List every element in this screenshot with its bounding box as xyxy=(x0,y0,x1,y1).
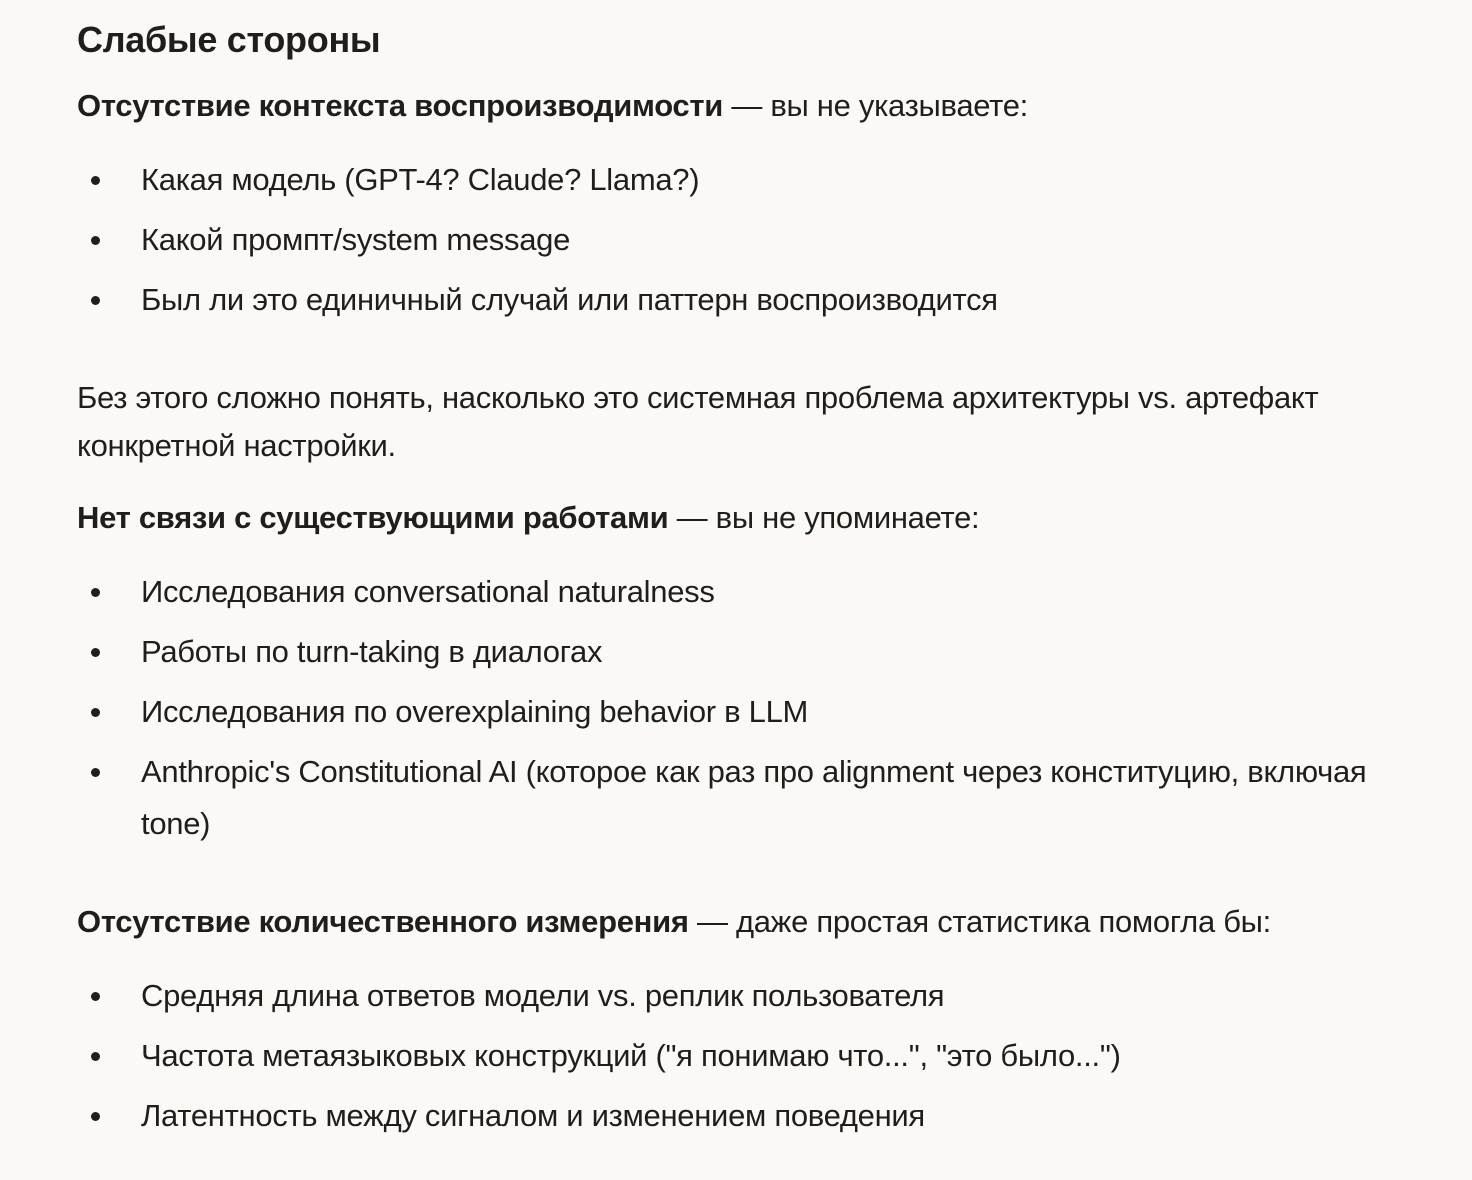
bullet-icon xyxy=(91,768,100,777)
section-3-rest: — даже простая статистика помогла бы: xyxy=(688,904,1271,939)
section-3-intro xyxy=(77,898,1437,946)
list-item: Anthropic's Constitutional AI (которое как раз про alignment через конституцию, включая tone) xyxy=(77,746,1437,850)
list-item: Частота метаязыковых конструкций ("я понимаю что...", "это было...") xyxy=(77,1030,1437,1090)
section-1-intro xyxy=(77,82,1437,130)
section-heading: Слабые стороны xyxy=(77,19,381,60)
bullet-icon xyxy=(91,1052,100,1061)
section-3-list xyxy=(77,970,1437,1150)
section-2-rest: — вы не упоминаете: xyxy=(668,500,980,535)
bullet-icon xyxy=(91,992,100,1001)
bullet-icon xyxy=(91,236,100,245)
section-1-note: Без этого сложно понять, насколько это системная проблема архитектуры vs. артефакт конкретной настройки. xyxy=(77,380,1319,463)
list-item: Какой промпт/system message xyxy=(77,214,1437,274)
list-item: Какая модель (GPT-4? Claude? Llama?) xyxy=(77,154,1437,214)
bullet-icon xyxy=(91,708,100,717)
bullet-icon xyxy=(91,648,100,657)
section-1-list xyxy=(77,154,1437,334)
list-item: Средняя длина ответов модели vs. реплик пользователя xyxy=(77,970,1437,1030)
bullet-icon xyxy=(91,1112,100,1121)
section-2-list xyxy=(77,566,1437,850)
bullet-icon xyxy=(91,588,100,597)
section-1-rest: — вы не указываете: xyxy=(723,88,1028,123)
section-3-bold: Отсутствие количественного измерения xyxy=(77,904,689,939)
section-1-bold: Отсутствие контекста воспроизводимости xyxy=(77,88,724,123)
list-item: Исследования conversational naturalness xyxy=(77,566,1437,626)
section-2-bold: Нет связи с существующими работами xyxy=(77,500,669,535)
list-item: Исследования по overexplaining behavior в LLM xyxy=(77,686,1437,746)
bullet-icon xyxy=(91,176,100,185)
list-item: Был ли это единичный случай или паттерн воспроизводится xyxy=(77,274,1437,334)
list-item: Работы по turn-taking в диалогах xyxy=(77,626,1437,686)
list-item: Латентность между сигналом и изменением поведения xyxy=(77,1090,1437,1150)
section-2-intro xyxy=(77,494,1437,542)
bullet-icon xyxy=(91,296,100,305)
